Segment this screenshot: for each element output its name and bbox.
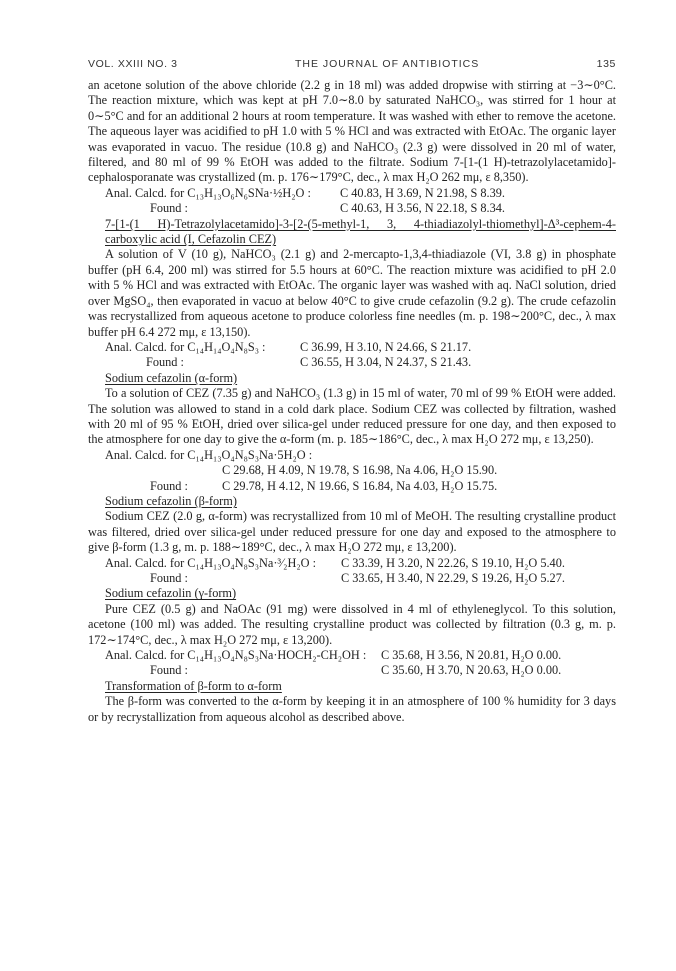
analysis-calcd-label: Anal. Calcd. for C₁₄H₁₃O₄N₈S₃Na·HOCH₂-CH₂OH : (105, 648, 367, 663)
analysis-calcd-values: C 40.83, H 3.69, N 21.98, S 8.39. (340, 185, 505, 200)
section-heading-beta: Sodium cefazolin (β-form) (105, 493, 237, 508)
analysis-found-values: C 33.65, H 3.40, N 22.29, S 19.26, H₂O 5.27. (341, 571, 565, 585)
analysis-calcd-5 (88, 648, 616, 663)
analysis-found-label: Found : (150, 478, 188, 493)
body-text (88, 78, 616, 725)
section-heading-transformation: Transformation of β-form to α-form (105, 678, 282, 693)
paragraph-transformation: The β-form was converted to the α-form by keeping it in an atmosphere of 100 % humidity for 3 days or by recrystallization from aqueous alcohol as described above. (88, 694, 616, 724)
section-heading-alpha: Sodium cefazolin (α-form) (105, 370, 238, 385)
analysis-found-values: C 35.60, H 3.70, N 20.63, H₂O 0.00. (381, 663, 562, 678)
analysis-found-label: Found : (150, 201, 188, 216)
analysis-found-values: C 40.63, H 3.56, N 22.18, S 8.34. (340, 201, 505, 216)
analysis-found-label: Found : (150, 663, 188, 678)
analysis-found-3 (88, 479, 616, 494)
analysis-calcd-3 (88, 448, 616, 463)
paragraph-chloride-reaction: an acetone solution of the above chloride (2.2 g in 18 ml) was added dropwise with stirring at −3∼0°C. The reaction mixture, which was kept at pH 7.0∼8.0 by saturated NaHCO₃, was stirred for 1 hour at 0∼5°C and for an additional 2 hours at room temperature. It was washed with ether to remove the acetone. The aqueous layer was acidified to pH 1.0 with 5 % HCl and was extracted with EtOAc. The organic layer was evaporated in vacuo. The residue (10.8 g) and NaHCO₃ (2.3 g) were dissolved in 20 ml of water, filtered, and 80 ml of 99 % EtOH was added to the filtrate. Sodium 7-[1-(1 H)-tetrazolylacetamido]-cephalosporanate was crystallized (m. p. 176∼179°C, dec., λ max H₂O 262 mμ, ε 8,350). (88, 78, 616, 185)
journal-page (88, 58, 616, 725)
section-heading-gamma: Sodium cefazolin (γ-form) (105, 586, 237, 601)
analysis-calcd-values: C 36.99, H 3.10, N 24.66, S 21.17. (300, 339, 472, 354)
analysis-calcd-label: Anal. Calcd. for C₁₄H₁₃O₄N₈S₃Na·³⁄₂H₂O : (105, 555, 316, 570)
analysis-found-5 (88, 663, 616, 678)
analysis-calcd-label: Anal. Calcd. for C₁₃H₁₃O₆N₆SNa·½H₂O : (105, 185, 311, 200)
analysis-calcd-values: C 29.68, H 4.09, N 19.78, S 16.98, Na 4.06, H₂O 15.90. (222, 463, 498, 478)
analysis-calcd-label: Anal. Calcd. for C₁₄H₁₃O₄N₈S₃Na·5H₂O : (105, 447, 313, 462)
analysis-found-label: Found : (146, 355, 184, 370)
page-number: 135 (596, 58, 616, 70)
analysis-found-4 (88, 571, 616, 586)
analysis-found-2 (88, 355, 616, 370)
analysis-found-1 (88, 201, 616, 216)
analysis-found-label: Found : (150, 571, 188, 585)
analysis-calcd-values: C 33.39, H 3.20, N 22.26, S 19.10, H₂O 5.40. (341, 555, 565, 570)
analysis-calcd-1 (88, 186, 616, 201)
analysis-calcd-3-values (88, 463, 616, 478)
journal-title: THE JOURNAL OF ANTIBIOTICS (294, 58, 480, 70)
paragraph-cefazolin-synthesis: A solution of V (10 g), NaHCO₃ (2.1 g) and 2-mercapto-1,3,4-thiadiazole (VI, 3.8 g) in phosphate buffer (pH 6.4, 200 ml) was stirred for 5.5 hours at 60°C. The reaction mixture was acidified to pH 2.0 with 5 % HCl and was extracted with EtOAc. The organic layer was washed with aq. NaCl solution, dried over MgSO₄, then evaporated in vacuo at below 40°C to give crude cefazolin (9.2 g). The crude cefazolin was recrystallized from aqueous acetone to produce colorless fine needles (m. p. 198∼200°C, dec., λ max buffer pH 6.4 272 mμ, ε 13,150). (88, 247, 616, 339)
paragraph-gamma-form: Pure CEZ (0.5 g) and NaOAc (91 mg) were dissolved in 4 ml of ethyleneglycol. To this solution, acetone (100 ml) was added. The resulting crystalline product was collected by filtration (0.3 g, m. p. 172∼174°C, dec., λ max H₂O 272 mμ, ε 13,200). (88, 601, 616, 647)
paragraph-alpha-form: To a solution of CEZ (7.35 g) and NaHCO₃ (1.3 g) in 15 ml of water, 70 ml of 99 % EtOH were added. The solution was allowed to stand in a cold dark place. Sodium CEZ was collected by filtration, washed with 20 ml of 95 % EtOH, dried over silica-gel under reduced pressure for one day, and then exposed to the atmosphere for one day to give the α-form (m. p. 185∼186°C, dec., λ max H₂O 272 mμ, ε 13,250). (88, 386, 616, 447)
analysis-found-values: C 29.78, H 4.12, N 19.66, S 16.84, Na 4.03, H₂O 15.75. (222, 478, 498, 493)
running-header (88, 58, 616, 78)
volume-label: VOL. XXIII NO. 3 (88, 58, 178, 70)
analysis-calcd-4 (88, 556, 616, 571)
section-heading-cefazolin: 7-[1-(1 H)-Tetrazolylacetamido]-3-[2-(5-methyl-1, 3, 4-thiadiazolyl-thiomethyl]-Δ³-cephem-4-carboxylic acid (I, Cefazolin CEZ) (105, 216, 616, 247)
analysis-calcd-label: Anal. Calcd. for C₁₄H₁₄O₄N₈S₃ : (105, 339, 266, 354)
analysis-calcd-2 (88, 340, 616, 355)
analysis-calcd-values: C 35.68, H 3.56, N 20.81, H₂O 0.00. (381, 648, 562, 663)
analysis-found-values: C 36.55, H 3.04, N 24.37, S 21.43. (300, 355, 472, 370)
paragraph-beta-form: Sodium CEZ (2.0 g, α-form) was recrystallized from 10 ml of MeOH. The resulting crystalline product was filtered, dried over silica-gel under reduced pressure for one day and exposed to the atmosphere to give β-form (1.3 g, m. p. 188∼189°C, dec., λ max H₂O 272 mμ, ε 13,200). (88, 509, 616, 555)
